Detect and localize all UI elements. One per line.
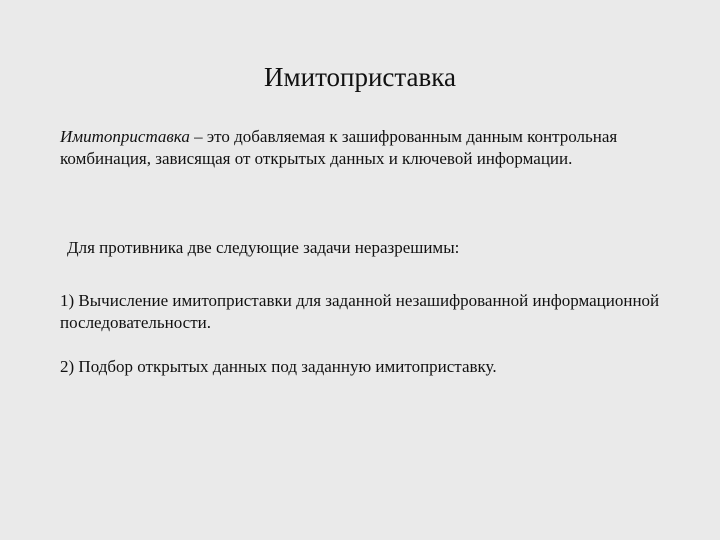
intro-paragraph: Для противника две следующие задачи неразрешимы:: [67, 238, 460, 257]
definition-paragraph: [60, 126, 680, 170]
list-item: 1) Вычисление имитоприставки для заданной незашифрованной информационной последовательности.: [60, 291, 660, 332]
slide-title: Имитоприставка: [264, 62, 456, 92]
definition-term: Имитоприставка: [60, 127, 190, 146]
definition-text: – это добавляемая к зашифрованным данным контрольная комбинация, зависящая от открытых данных и ключевой информации.: [60, 127, 618, 168]
list-item: 2) Подбор открытых данных под заданную имитоприставку.: [60, 357, 497, 376]
